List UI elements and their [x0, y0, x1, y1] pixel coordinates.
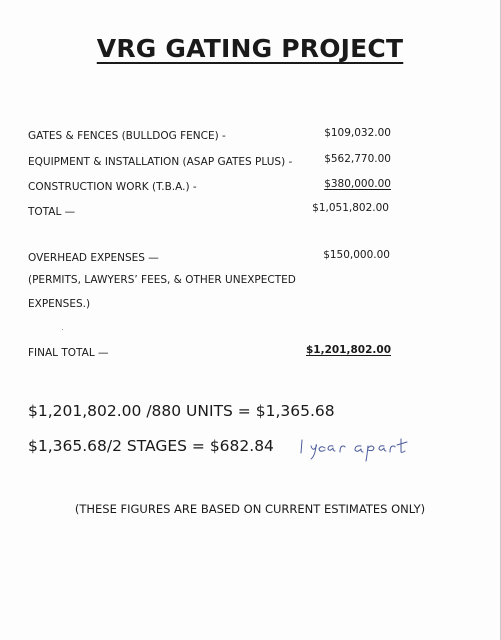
per-stage-calculation: $1,365.68/2 STAGES = $682.84: [28, 437, 274, 455]
total-amount: $1,051,802.00: [312, 202, 389, 214]
overhead-label: OVERHEAD EXPENSES —: [28, 252, 159, 264]
final-total-label: FINAL TOTAL —: [28, 347, 109, 359]
cost-label-construction: CONSTRUCTION WORK (T.B.A.) -: [28, 181, 197, 193]
overhead-note-line2: EXPENSES.): [28, 298, 91, 310]
overhead-amount: $150,000.00: [323, 249, 390, 261]
per-unit-calculation: $1,201,802.00 /880 UNITS = $1,365.68: [28, 402, 335, 420]
cost-label-gates: GATES & FENCES (BULLDOG FENCE) -: [28, 130, 226, 142]
overhead-note-line1: (PERMITS, LAWYERS’ FEES, & OTHER UNEXPECTED: [28, 274, 296, 286]
estimates-disclaimer: (THESE FIGURES ARE BASED ON CURRENT ESTIMATES ONLY): [74, 502, 426, 516]
scan-speck: [62, 329, 63, 330]
final-total-amount: $1,201,802.00: [305, 344, 391, 356]
cost-amount-equipment: $562,770.00: [324, 153, 391, 165]
cost-amount-gates: $109,032.00: [324, 127, 391, 139]
total-label: TOTAL —: [28, 206, 76, 218]
cost-amount-construction: $380,000.00: [324, 178, 391, 190]
handwriting-scribble-icon: [298, 436, 433, 462]
cost-label-equipment: EQUIPMENT & INSTALLATION (ASAP GATES PLUS) -: [28, 156, 293, 168]
handwritten-note: [298, 436, 433, 466]
document-title: [0, 34, 500, 63]
title-text: VRG GATING PROJECT: [96, 34, 404, 63]
